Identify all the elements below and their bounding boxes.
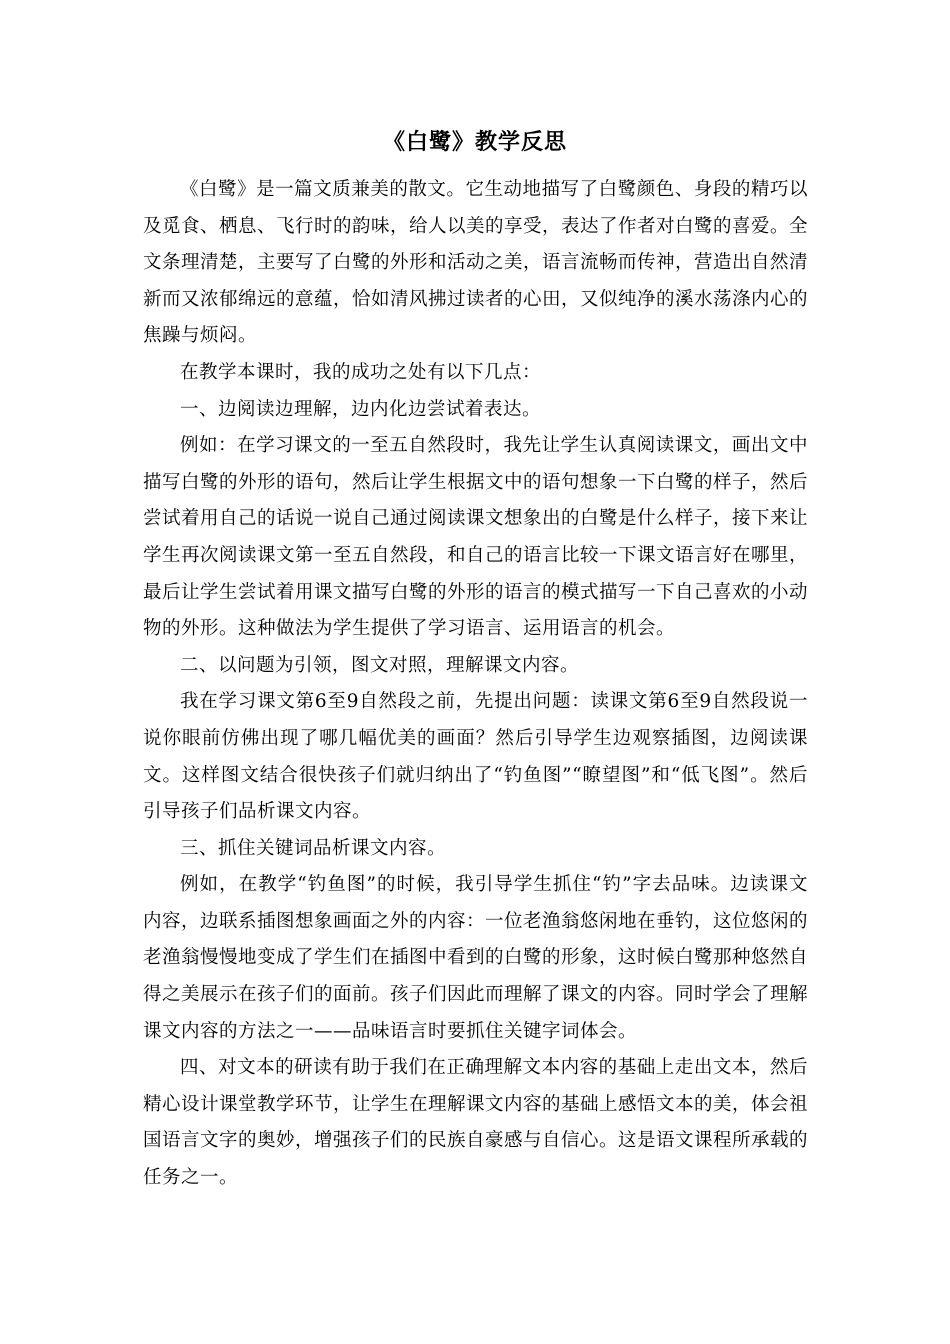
paragraph-heading-3: 三、抓住关键词品析课文内容。 xyxy=(180,837,447,859)
paragraph-success-points: 在教学本课时，我的成功之处有以下几点： xyxy=(180,361,542,383)
paragraph-example-3: 例如，在教学“钓鱼图”的时候，我引导学生抓住“钓”字去品味。边读课文内容，边联系插图想象画面之外的内容：一位老渔翁悠闲地在垂钓，这位悠闲的老渔翁慢慢地变成了学生们在插图中看到的白鹭的形象，这时候白鹭那种悠然自得之美展示在孩子们的面前。孩子们因此而理解了课文的内容。同时学会了理解课文内容的方法之一——品味语言时要抓住关键字词体会。 xyxy=(143,874,809,1042)
paragraph-example-1: 例如：在学习课文的一至五自然段时，我先让学生认真阅读课文，画出文中描写白鹭的外形的语句，然后让学生根据文中的语句想象一下白鹭的样子，然后尝试着用自己的话说一说自己通过阅读课文想象出的白鹭是什么样子，接下来让学生再次阅读课文第一至五自然段，和自己的语言比较一下课文语言好在哪里，最后让学生尝试着用课文描写白鹭的外形的语言的模式描写一下自己喜欢的小动物的外形。这种做法为学生提供了学习语言、运用语言的机会。 xyxy=(143,435,809,640)
document-title: 《白鹭》教学反思 xyxy=(382,129,567,155)
paragraph-example-2: 我在学习课文第6至9自然段之前，先提出问题：读课文第6至9自然段说一说你眼前仿佛出现了哪几幅优美的画面？然后引导学生边观察插图，边阅读课文。这样图文结合很快孩子们就归纳出了“钓鱼图”“瞭望图”和“低飞图”。然后引导孩子们品析课文内容。 xyxy=(143,691,808,823)
paragraph-heading-1: 一、边阅读边理解，边内化边尝试着表达。 xyxy=(180,398,542,420)
paragraph-intro: 《白鹭》是一篇文质兼美的散文。它生动地描写了白鹭颜色、身段的精巧以及觅食、栖息、飞行时的韵味，给人以美的享受，表达了作者对白鹭的喜爱。全文条理清楚，主要写了白鹭的外形和活动之美，语言流畅而传神，营造出自然清新而又浓郁绵远的意蕴，恰如清风拂过读者的心田，又似纯净的溪水荡涤内心的焦躁与烦闷。 xyxy=(143,179,809,347)
paragraph-heading-2: 二、以问题为引领，图文对照，理解课文内容。 xyxy=(180,654,580,676)
document-body xyxy=(143,172,808,1197)
paragraph-heading-4: 四、对文本的研读有助于我们在正确理解文本内容的基础上走出文本，然后精心设计课堂教学环节，让学生在理解课文内容的基础上感悟文本的美，体会祖国语言文字的奥妙，增强孩子们的民族自豪感与自信心。这是语文课程所承载的任务之一。 xyxy=(143,1057,809,1189)
